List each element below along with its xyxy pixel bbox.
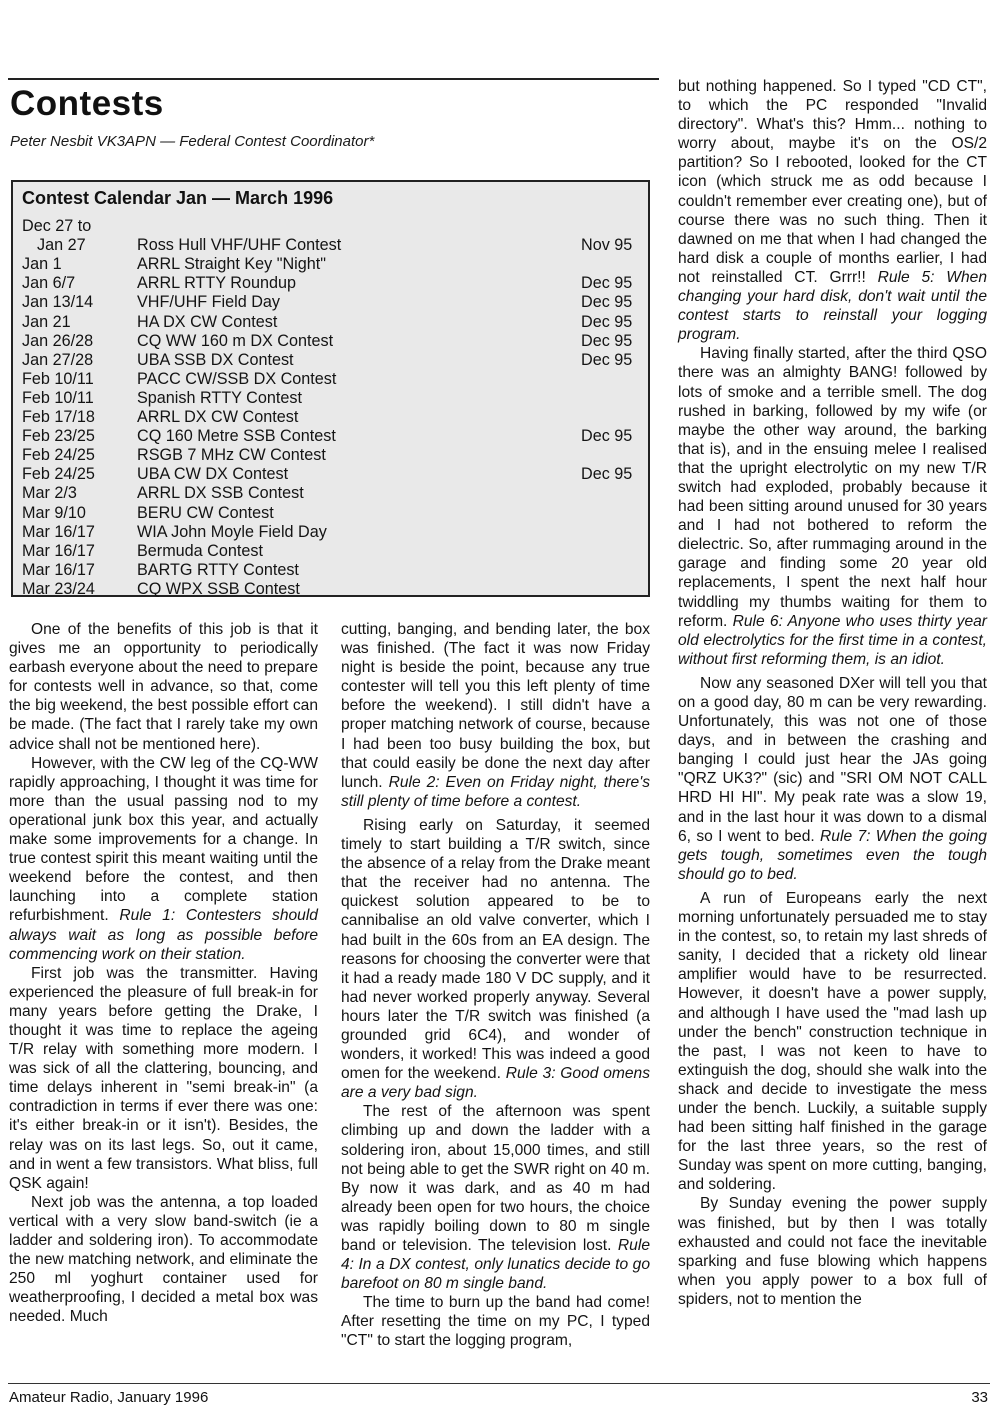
calendar-contest-name: Spanish RTTY Contest <box>137 388 302 407</box>
calendar-row <box>13 370 648 389</box>
paragraph: Having finally started, after the third QSO there was an almighty BANG! followed by lots of smoke and a terrible smell. The dog rushed in barking, followed by my wife (or maybe the other way around, the barking that is), and in the ensuing melee I realised that the upright electrolytic on my new T/R switch had exploded, probably because it had been sitting around unused for 30 years and I had not bothered to reform the dielectric. So, after rummaging around in the garage and finding some 20 year old replacements, I spent the next half hour twiddling my thumbs waiting for them to reform. Rule 6: Anyone who uses thirty year old electrolytics for the first time in a contest, without first reforming them, is an idiot. <box>678 345 987 668</box>
paragraph: Rising early on Saturday, it seemed timely to start building a T/R switch, since the absence of a relay from the Drake meant that the receiver had no antenna. The quickest solution appeared to be to cannibalise an old valve converter, which I had built in the 60s from an EA design. The reasons for choosing the converter were that it had a ready made 180 V DC supply, and it had never worked properly anyway. Several hours later the T/R switch was finished (a grounded grid 6C4), and wonder of wonders, it worked! This was indeed a good omen for the weekend. Rule 3: Good omens are a very bad sign. <box>341 816 650 1102</box>
calendar-row <box>13 389 648 408</box>
calendar-issue-month: Dec 95 <box>581 465 633 484</box>
calendar-row <box>13 504 648 523</box>
calendar-row <box>13 313 648 332</box>
paragraph: cutting, banging, and bending later, the box was finished. (The fact it was now Friday night is beside the point, because any true contester will tell you this left plenty of time before the weekend). I still didn't have a proper matching network of course, because I had been too busy building the box, but that could easily be done the next day after lunch. Rule 2: Even on Friday night, there's still plenty of time before a contest. <box>341 621 650 810</box>
calendar-issue-month: Dec 95 <box>581 427 633 446</box>
paragraph: One of the benefits of this job is that it gives me an opportunity to periodically earbash everyone about the need to prepare for contests well in advance, so that, come the big weekend, the best possible effort can be made. (The fact that I rarely take my own advice shall not be mentioned here). <box>9 621 318 753</box>
paragraph: Now any seasoned DXer will tell you that on a good day, 80 m can be very rewarding. Unfortunately, this was not one of those days, and in between the crashing and banging I could just hear the JAs going "QRZ UK3?" (sic) and "SRI OM NOT CALL HRD HI HI". My peak rate was a slow 19, and in the last hour it was down to a dismal 6, so I went to bed. Rule 7: When the going gets tough, sometimes even the tough should go to bed. <box>678 674 987 883</box>
calendar-contest-name: ARRL RTTY Roundup <box>137 274 296 293</box>
calendar-row <box>13 217 648 236</box>
calendar-date: Jan 1 <box>22 255 62 274</box>
calendar-contest-name: ARRL Straight Key "Night" <box>137 255 327 274</box>
article-byline: Peter Nesbit VK3APN — Federal Contest Coordinator* <box>10 133 375 150</box>
calendar-contest-name: Bermuda Contest <box>137 541 263 560</box>
calendar-row <box>13 293 648 312</box>
paragraph: but nothing happened. So I typed "CD CT", to which the PC responded "Invalid directory". What's this? Hmm... nothing to worry about, maybe it's on the OS/2 partition? So I rebooted, looked for the CT icon (which struck me as odd because I couldn't remember ever creating one), but of course there was no such thing. Then it dawned on me that when I had changed the hard disk a couple of months earlier, I had not reinstalled CT. Grrr!! Rule 5: When changing your hard disk, don't wait until the contest starts to reinstall your logging program. <box>678 78 987 344</box>
calendar-row <box>13 523 648 542</box>
calendar-date: Jan 27 <box>37 236 86 255</box>
calendar-contest-name: WIA John Moyle Field Day <box>137 522 327 541</box>
calendar-row <box>13 274 648 293</box>
calendar-contest-name: ARRL DX CW Contest <box>137 408 299 426</box>
contest-calendar-box <box>11 180 650 597</box>
calendar-contest-name: RSGB 7 MHz CW Contest <box>137 446 326 465</box>
calendar-contest-name: UBA SSB DX Contest <box>137 350 294 369</box>
calendar-row <box>13 465 648 484</box>
calendar-contest-name: CQ 160 Metre SSB Contest <box>137 427 336 446</box>
paragraph: First job was the transmitter. Having experienced the pleasure of full break-in for many years before getting the Drake, I thought it was time to replace the ageing T/R relay with something more modern. I was sick of all the clattering, bouncing, and time delays inherent in "semi break-in" (a contradiction in terms if ever there was one: it's either break-in or it isn't). Besides, the relay was on its last legs. So, out it came, and in went a few transistors. What bliss, full QSK again! <box>9 964 318 1192</box>
paragraph: However, with the CW leg of the CQ-WW rapidly approaching, I thought it was time for more than the usual passing nod to my operational junk box this year, and actually make some improvements for a change. In true contest spirit this meant waiting until the weekend before the contest, and then launching into a complete station refurbishment. Rule 1: Contesters should always wait as long as possible before commencing work on their station. <box>9 754 318 963</box>
paragraph: The time to burn up the band had come! After resetting the time on my PC, I typed "CT" to start the logging program, <box>341 1294 650 1350</box>
article-column-2 <box>341 620 650 1351</box>
calendar-date: Feb 24/25 <box>22 446 95 465</box>
calendar-title: Contest Calendar Jan — March 1996 <box>22 188 334 208</box>
calendar-contest-name: UBA CW DX Contest <box>137 465 289 484</box>
calendar-date: Feb 10/11 <box>22 369 94 388</box>
calendar-contest-name: VHF/UHF Field Day <box>137 293 281 312</box>
calendar-contest-name: ARRL DX SSB Contest <box>137 484 304 503</box>
calendar-row <box>13 484 648 503</box>
calendar-date: Feb 17/18 <box>22 408 95 426</box>
paragraph: Next job was the antenna, a top loaded vertical with a very slow band-switch (ie a ladder and soldering iron). To accommodate the new matching network, and eliminate the 250 ml yoghurt container used for weatherproofing, I decided a metal box was needed. Much <box>9 1193 318 1326</box>
calendar-contest-name: CQ WW 160 m DX Contest <box>137 331 334 350</box>
calendar-date: Feb 24/25 <box>22 465 95 484</box>
calendar-row <box>13 561 648 580</box>
calendar-date: Jan 26/28 <box>22 331 94 350</box>
article-column-1 <box>9 620 318 1326</box>
calendar-date: Jan 6/7 <box>22 274 76 293</box>
calendar-issue-month: Nov 95 <box>581 236 633 255</box>
calendar-row <box>13 351 648 370</box>
calendar-issue-month: Dec 95 <box>581 293 633 312</box>
article-column-3 <box>678 77 987 1309</box>
calendar-date: Mar 2/3 <box>22 484 77 503</box>
calendar-row <box>13 542 648 561</box>
calendar-date: Feb 23/25 <box>22 427 95 446</box>
calendar-row <box>13 427 648 446</box>
article-title: Contests <box>10 84 164 123</box>
calendar-date: Jan 27/28 <box>22 350 94 369</box>
page-number: 33 <box>971 1389 988 1406</box>
paragraph: By Sunday evening the power supply was finished, but by then I was totally exhausted and could not face the inevitable sparking and fuse blowing which happens when you apply power to a box full of spiders, not to mention the <box>678 1195 987 1308</box>
calendar-issue-month: Dec 95 <box>581 274 633 293</box>
paragraph: A run of Europeans early the next morning unfortunately persuaded me to stay in the contest, so, to retain my last shreds of sanity, I decided that a rickety old linear amplifier would have to be resurrected. However, it doesn't have a power supply, and although I have used the "mad lash up under the bench" construction technique in the past, I was not keen to have to extinguish the dog, should she walk into the shack and decide to investigate the mess under the bench. Luckily, a suitable supply had been sitting half finished in the garage for the last three years, so the rest of Sunday was spent on more cutting, banging, and soldering. <box>678 889 987 1194</box>
calendar-date: Feb 10/11 <box>22 388 94 407</box>
calendar-contest-name: HA DX CW Contest <box>137 312 278 331</box>
calendar-date: Mar 16/17 <box>22 560 95 579</box>
calendar-row <box>13 236 648 255</box>
calendar-date: Mar 9/10 <box>22 503 86 522</box>
calendar-row <box>13 332 648 351</box>
calendar-date: Mar 16/17 <box>22 522 95 541</box>
calendar-row <box>13 408 648 427</box>
calendar-row <box>13 446 648 465</box>
calendar-issue-month: Dec 95 <box>581 331 633 350</box>
calendar-contest-name: PACC CW/SSB DX Contest <box>137 369 337 388</box>
footer-rule <box>8 1383 990 1384</box>
footer-publication: Amateur Radio, January 1996 <box>9 1389 209 1406</box>
calendar-date: Jan 21 <box>22 312 71 331</box>
paragraph: The rest of the afternoon was spent climbing up and down the ladder with a soldering iron, about 15,000 times, and still not being able to get the SWR right on 40 m. By now it was dark, and as 40 m had already been open for two hours, the choice was rapidly boiling down to 80 m single band or television. The television lost. Rule 4: In a DX contest, only lunatics decide to go barefoot on 80 m single band. <box>341 1103 650 1293</box>
calendar-issue-month: Dec 95 <box>581 312 633 331</box>
calendar-row <box>13 255 648 274</box>
calendar-date: Mar 16/17 <box>22 541 95 560</box>
calendar-date: Mar 23/24 <box>22 579 95 598</box>
calendar-contest-name: Ross Hull VHF/UHF Contest <box>137 236 342 255</box>
calendar-row <box>13 580 648 599</box>
calendar-issue-month: Dec 95 <box>581 350 633 369</box>
top-rule <box>8 78 659 80</box>
calendar-contest-name: BARTG RTTY Contest <box>137 560 299 579</box>
calendar-contest-name: BERU CW Contest <box>137 503 274 522</box>
calendar-date: Dec 27 to <box>22 217 92 235</box>
calendar-contest-name: CQ WPX SSB Contest <box>137 579 300 598</box>
calendar-date: Jan 13/14 <box>22 293 94 312</box>
